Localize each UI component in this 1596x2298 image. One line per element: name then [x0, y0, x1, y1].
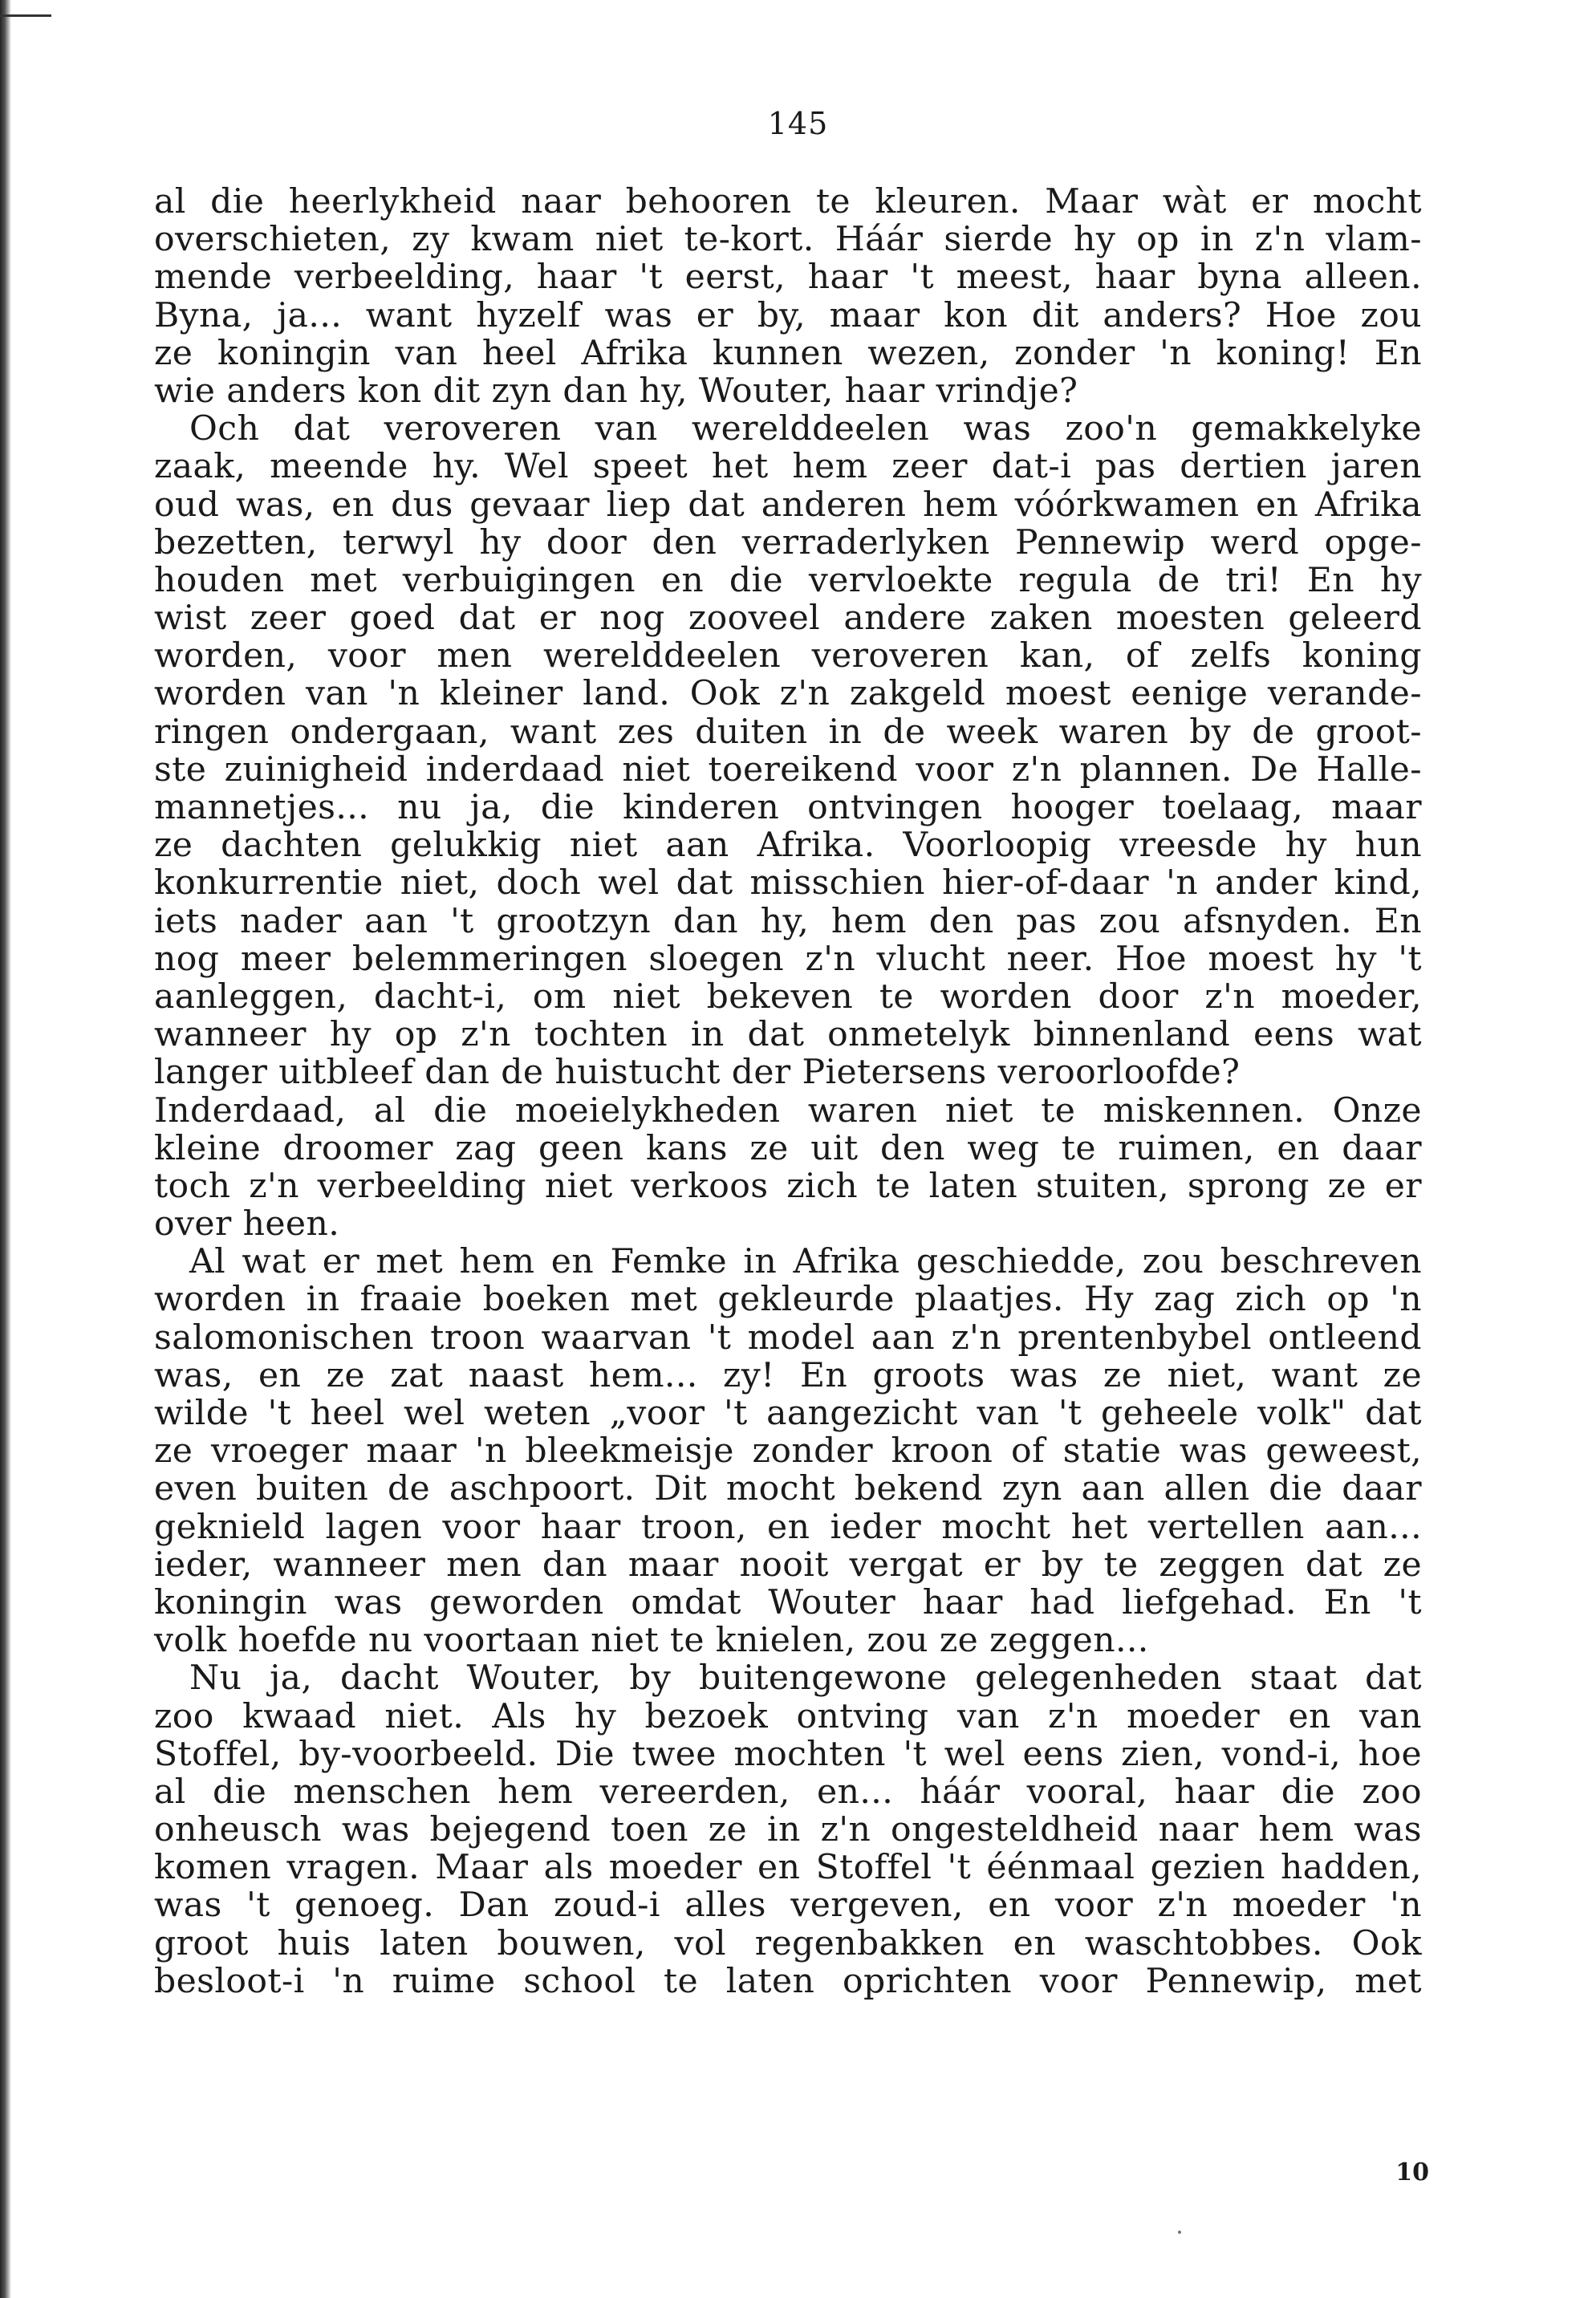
book-binding-edge — [0, 0, 11, 2298]
text-line: al die heerlykheid naar behooren te kleuren. Maar wàt er mocht — [154, 182, 1422, 221]
text-line: ringen ondergaan, want zes duiten in de week waren by de groot- — [154, 712, 1422, 752]
text-line: wanneer hy op z'n tochten in dat onmetelyk binnenland eens wat — [154, 1015, 1422, 1055]
text-line: houden met verbuigingen en die vervloekte regula de tri! En hy — [154, 560, 1422, 600]
text-line: koningin was geworden omdat Wouter haar had liefgehad. En 't — [154, 1582, 1422, 1622]
text-line: onheusch was bejegend toen ze in z'n ongesteldheid naar hem was — [154, 1810, 1422, 1850]
text-line: was 't genoeg. Dan zoud-i alles vergeven, en voor z'n moeder 'n — [154, 1886, 1422, 1926]
text-line: Nu ja, dacht Wouter, by buitengewone gelegenheden staat dat — [189, 1659, 1422, 1699]
text-line: langer uitbleef dan de huistucht der Pietersens veroorloofde? — [154, 1053, 1241, 1093]
text-line: Inderdaad, al die moeielykheden waren niet te miskennen. Onze — [154, 1090, 1422, 1131]
text-line: salomonischen troon waarvan 't model aan z'n prentenbybel ontleend — [154, 1317, 1422, 1358]
paragraph — [154, 1659, 1422, 2000]
printer-signature-number: 10 — [1395, 2158, 1429, 2186]
text-line: toch z'n verbeelding niet verkoos zich te laten stuiten, sprong ze er — [154, 1166, 1422, 1206]
text-line: geknield lagen voor haar troon, en ieder mocht het vertellen aan... — [154, 1507, 1422, 1547]
scan-speck — [1178, 2231, 1181, 2234]
text-line: over heen. — [154, 1204, 340, 1244]
text-line: even buiten de aschpoort. Dit mocht bekend zyn aan allen die daar — [154, 1469, 1422, 1509]
text-line: overschieten, zy kwam niet te-kort. Háár sierde hy op in z'n vlam- — [154, 220, 1422, 260]
text-line: ze koningin van heel Afrika kunnen wezen, zonder 'n koning! En — [154, 333, 1422, 373]
text-line: aanleggen, dacht-i, om niet bekeven te worden door z'n moeder, — [154, 976, 1422, 1017]
text-line: Byna, ja... want hyzelf was er by, maar kon dit anders? Hoe zou — [154, 295, 1422, 335]
text-line: al die menschen hem vereerden, en... háár vooral, haar die zoo — [154, 1772, 1422, 1812]
text-line: oud was, en dus gevaar liep dat anderen hem vóórkwamen en Afrika — [154, 485, 1422, 525]
text-line: ste zuinigheid inderdaad niet toereikend voor z'n plannen. De Halle- — [154, 749, 1422, 790]
text-line: Och dat veroveren van werelddeelen was zoo'n gemakkelyke — [189, 409, 1422, 449]
text-line: volk hoefde nu voortaan niet te knielen, zou ze zeggen... — [154, 1621, 1149, 1661]
text-line: wie anders kon dit zyn dan hy, Wouter, haar vrindje? — [154, 371, 1078, 411]
scan-mark — [0, 14, 51, 17]
text-line: nog meer belemmeringen sloegen z'n vlucht neer. Hoe moest hy 't — [154, 939, 1422, 979]
text-line: was, en ze zat naast hem... zy! En groots was ze niet, want ze — [154, 1355, 1422, 1395]
text-line: worden van 'n kleiner land. Ook z'n zakgeld moest eenige verande- — [154, 674, 1422, 714]
text-line: Al wat er met hem en Femke in Afrika geschiedde, zou beschreven — [189, 1242, 1422, 1282]
paragraph — [154, 410, 1422, 1091]
text-line: ze vroeger maar 'n bleekmeisje zonder kroon of statie was geweest, — [154, 1431, 1422, 1472]
text-line: kleine droomer zag geen kans ze uit den weg te ruimen, en daar — [154, 1128, 1422, 1168]
text-line: bezetten, terwyl hy door den verraderlyken Pennewip werd opge- — [154, 522, 1422, 562]
body-text — [154, 183, 1422, 2000]
text-line: Stoffel, by-voorbeeld. Die twee mochten 't wel eens zien, vond-i, hoe — [154, 1734, 1422, 1774]
text-line: worden in fraaie boeken met gekleurde plaatjes. Hy zag zich op 'n — [154, 1280, 1422, 1320]
text-line: ieder, wanneer men dan maar nooit vergat er by te zeggen dat ze — [154, 1545, 1422, 1585]
text-line: konkurrentie niet, doch wel dat misschien hier-of-daar 'n ander kind, — [154, 863, 1422, 903]
paragraph — [154, 1092, 1422, 1244]
text-line: wilde 't heel wel weten „voor 't aangezicht van 't geheele volk" dat — [154, 1394, 1422, 1433]
text-line: besloot-i 'n ruime school te laten oprichten voor Pennewip, met — [154, 1961, 1422, 2001]
paragraph — [154, 183, 1422, 410]
text-line: mende verbeelding, haar 't eerst, haar 't meest, haar byna alleen. — [154, 258, 1422, 298]
text-line: zaak, meende hy. Wel speet het hem zeer dat-i pas dertien jaren — [154, 447, 1422, 487]
text-line: wist zeer goed dat er nog zooveel andere zaken moesten geleerd — [154, 599, 1422, 639]
text-line: zoo kwaad niet. Als hy bezoek ontving van z'n moeder en van — [154, 1696, 1422, 1736]
text-line: mannetjes... nu ja, die kinderen ontvingen hooger toelaag, maar — [154, 788, 1422, 827]
paragraph — [154, 1243, 1422, 1659]
text-line: worden, voor men werelddeelen veroveren kan, of zelfs koning — [154, 636, 1422, 676]
text-line: groot huis laten bouwen, vol regenbakken en waschtobbes. Ook — [154, 1923, 1422, 1963]
text-line: iets nader aan 't grootzyn dan hy, hem den pas zou afsnyden. En — [154, 901, 1422, 941]
text-line: ze dachten gelukkig niet aan Afrika. Voorloopig vreesde hy hun — [154, 826, 1422, 866]
page-number: 145 — [767, 106, 829, 141]
text-line: komen vragen. Maar als moeder en Stoffel 't éénmaal gezien hadden, — [154, 1848, 1422, 1888]
